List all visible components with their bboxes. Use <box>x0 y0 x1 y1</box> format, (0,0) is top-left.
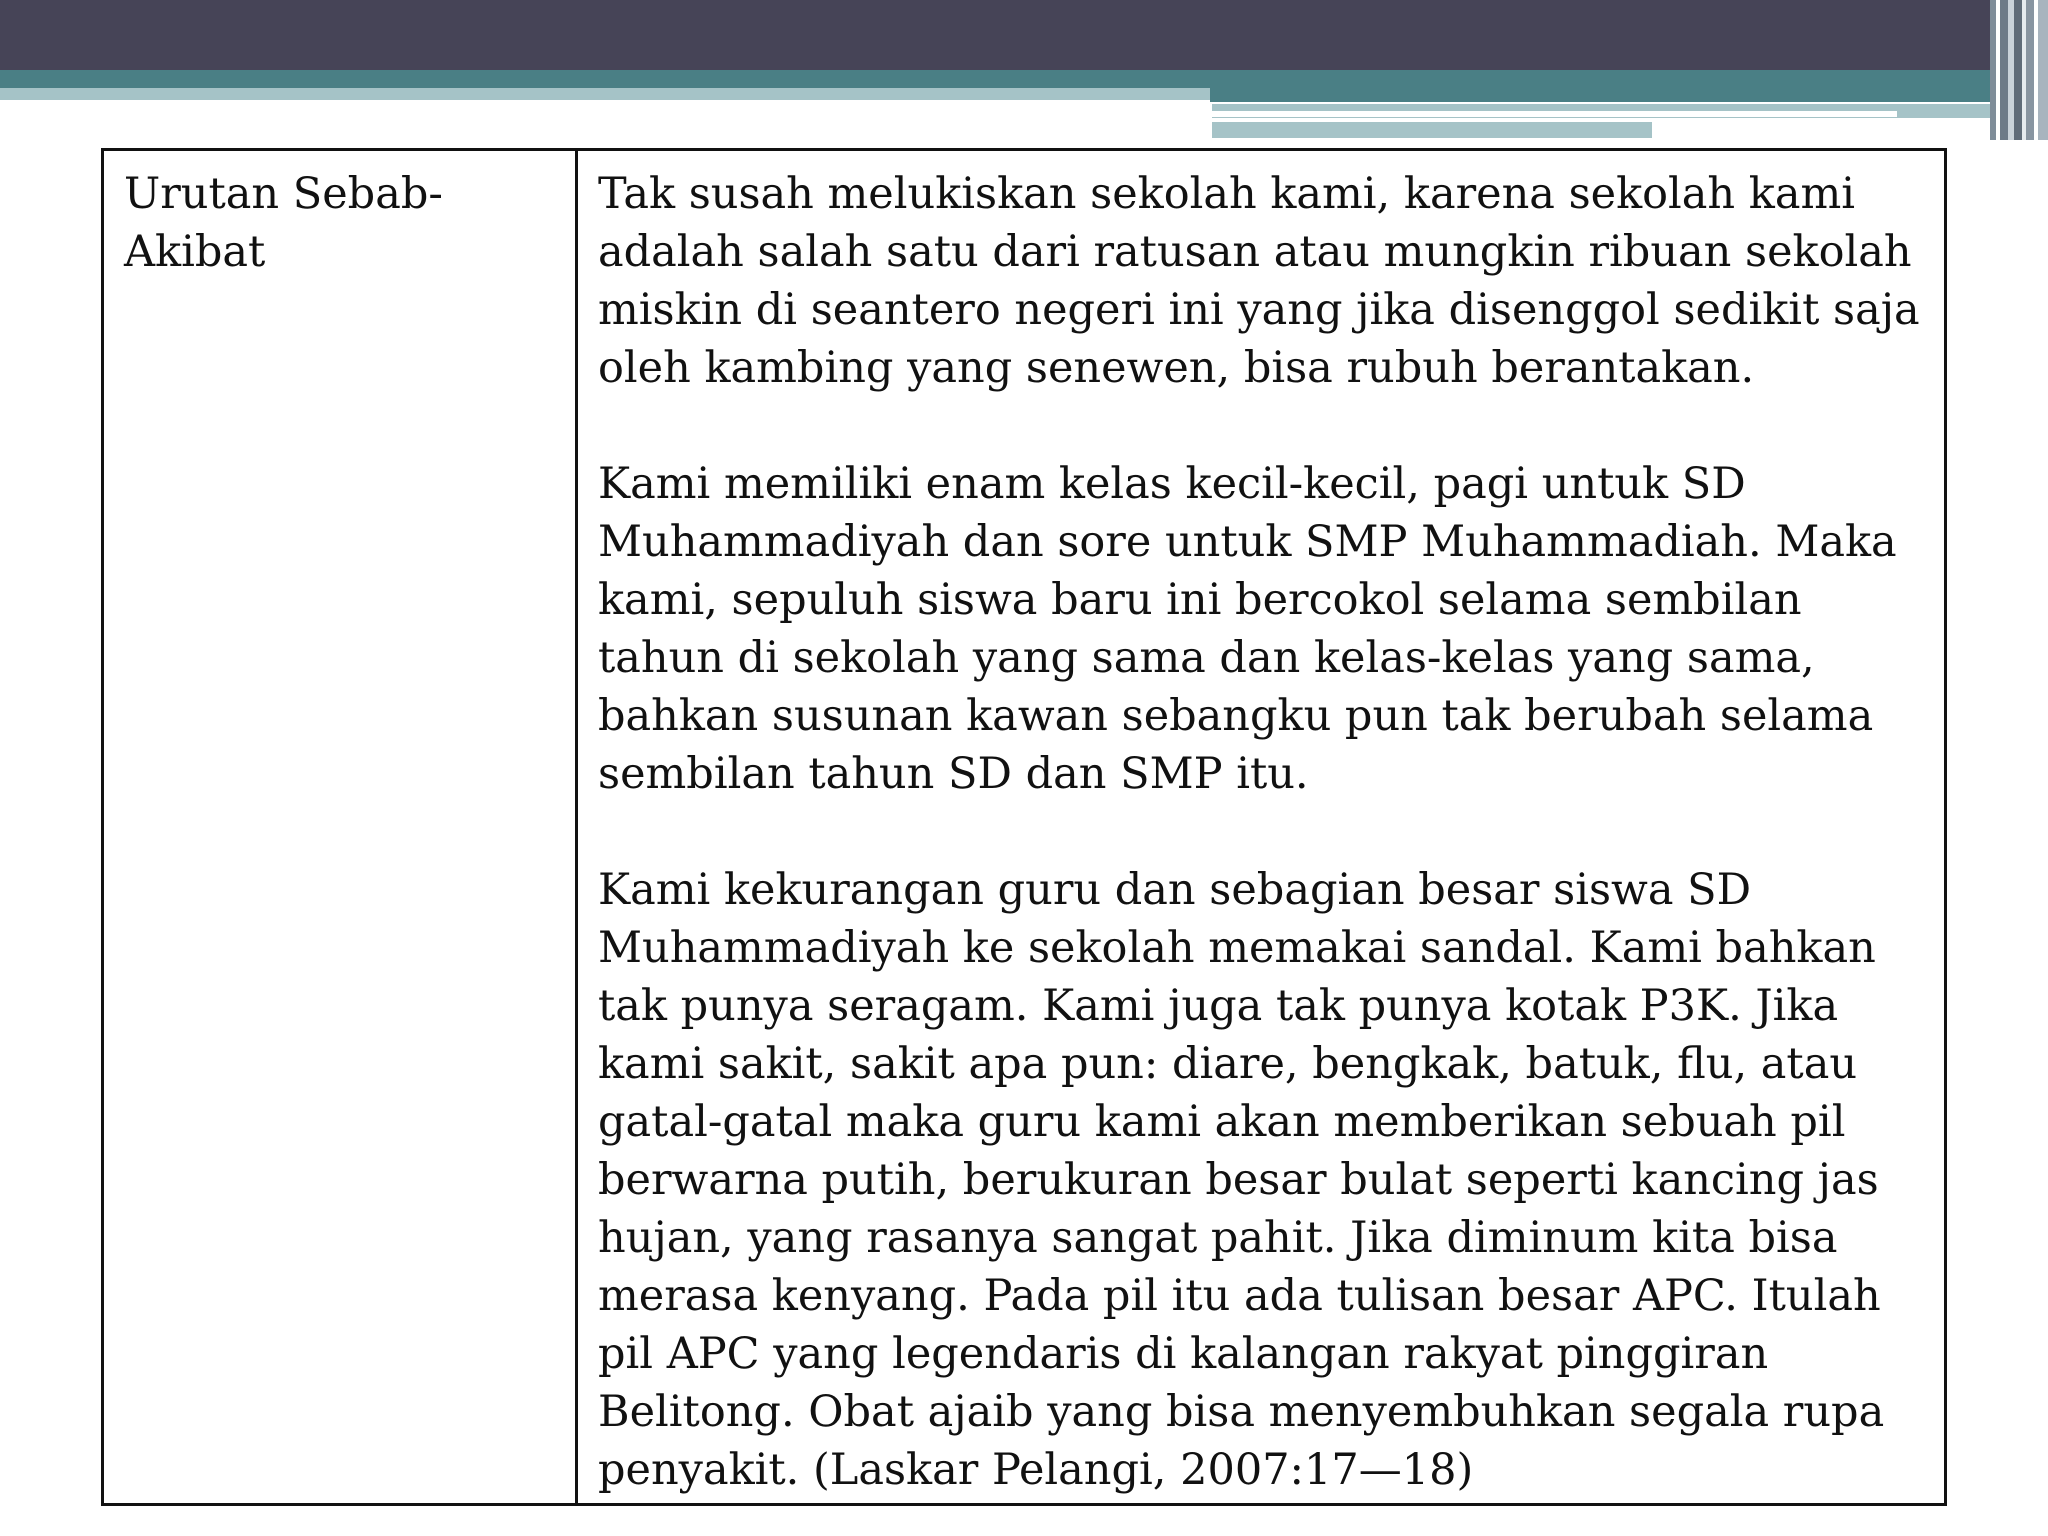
header-bar-white-line <box>1212 111 1897 117</box>
content-table <box>101 148 1947 1506</box>
header-bar-light <box>0 88 1210 100</box>
header-bar-right-light-lower <box>1212 122 1652 138</box>
header-bar-right-teal <box>1210 88 1990 102</box>
paragraph: Kami kekurangan guru dan sebagian besar siswa SD Muhammadiyah ke sekolah memakai sandal. Kami bahkan tak punya seragam. Kami juga tak punya kotak P3K. Jika kami sakit, sakit apa pun: diare, bengkak, batuk, flu, atau gatal-gatal maka guru kami akan memberikan sebuah pil berwarna putih, berukuran besar bulat seperti kancing jas hujan, yang rasanya sangat pahit. Jika diminum kita bisa merasa kenyang. Pada pil itu ada tulisan besar APC. Itulah pil APC yang legendaris di kalangan rakyat pinggiran Belitong. Obat ajaib yang bisa menyembuhkan segala rupa penyakit. (Laskar Pelangi, 2007:17—18) <box>598 865 1885 1495</box>
row-label: Urutan Sebab- Akibat <box>124 169 443 277</box>
header-bar-dark <box>0 0 1990 70</box>
paragraph: Tak susah melukiskan sekolah kami, karena sekolah kami adalah salah satu dari ratusan atau mungkin ribuan sekolah miskin di seantero negeri ini yang jika disenggol sedikit saja oleh kambing yang senewen, bisa rubuh berantakan. <box>598 169 1920 393</box>
header-bar-teal <box>0 70 1990 88</box>
table-text-cell <box>578 151 1944 1503</box>
paragraph: Kami memiliki enam kelas kecil-kecil, pagi untuk SD Muhammadiyah dan sore untuk SMP Muhammadiah. Maka kami, sepuluh siswa baru ini bercokol selama sembilan tahun di sekolah yang sama dan kelas-kelas yang sama, bahkan susunan kawan sebangku pun tak berubah selama sembilan tahun SD dan SMP itu. <box>598 459 1897 799</box>
header-edge-stripes <box>1990 0 2048 140</box>
table-label-cell <box>104 151 578 1503</box>
header-bar-right-light <box>1212 104 1990 118</box>
slide-header-decoration <box>0 0 2048 140</box>
